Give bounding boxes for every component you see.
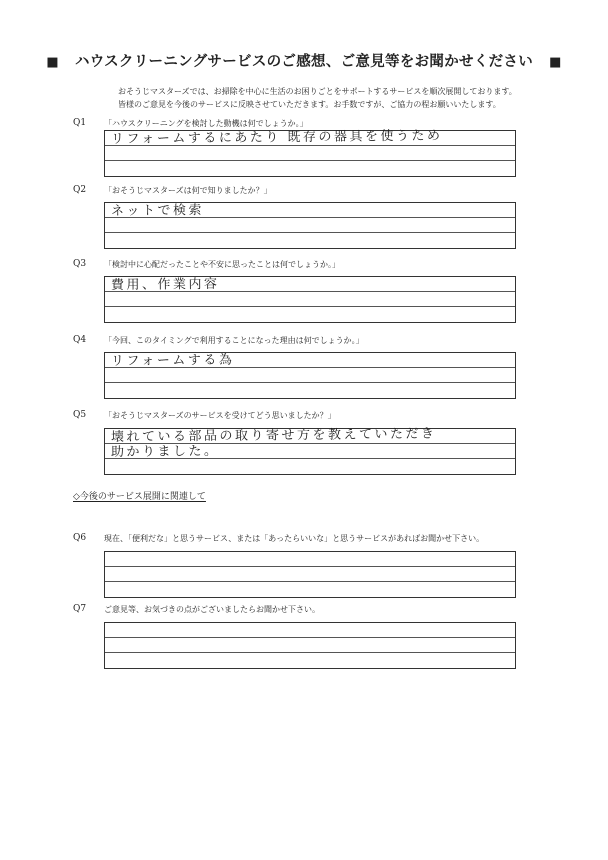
answer-line [105,292,515,307]
answer-line [105,638,515,653]
intro-line-1: おそうじマスターズでは、お掃除を中心に生活のお困りごとをサポートするサービスを順次展開しております。 [118,87,517,96]
answer-line [105,218,515,233]
q7-number: Q7 [73,604,87,614]
q1-number: Q1 [73,118,87,128]
answer-line [105,368,515,383]
q2-number: Q2 [73,185,87,195]
q1-answer-box [104,130,516,177]
title-right-square: ■ [549,55,562,70]
q3-text: 「検討中に心配だったことや不安に思ったことは何でしょうか。」 [104,260,340,269]
q4-answer-box [104,352,516,399]
q3-number: Q3 [73,259,87,269]
answer-line [105,383,515,398]
answer-line [105,552,515,567]
q4-number: Q4 [73,335,87,345]
answer-line [105,623,515,638]
intro-line-2: 皆様のご意見を今後のサービスに反映させていただきます。お手数ですが、ご協力の程お願いいたします。 [118,100,501,109]
title-left-square: ■ [46,55,59,70]
answer-line [105,353,515,368]
answer-line [105,203,515,218]
answer-line [105,161,515,176]
page-title [0,50,608,71]
q6-answer-box [104,551,516,598]
answer-line [105,582,515,597]
q5-text: 「おそうじマスターズのサービスを受けてどう思いましたか？」 [104,411,336,420]
answer-line [105,146,515,161]
answer-line [105,567,515,582]
answer-line [105,653,515,668]
answer-line [105,277,515,292]
q1-text: 「ハウスクリーニングを検討した動機は何でしょうか。」 [104,119,308,128]
q2-text: 「おそうじマスターズは何で知りましたか？」 [104,186,272,195]
q5-answer-2: 助かりました。 [110,443,220,460]
q6-number: Q6 [73,533,87,543]
q5-answer-box [104,428,516,475]
q1-answer-1: リフォームするにあたり 既存の器具を使うため [110,128,443,147]
answer-line [105,444,515,459]
q5-answer-1: 壊れている部品の取り寄せ方を教えていただき [110,426,437,445]
q2-answer-1: ネットで検索 [110,203,205,219]
q7-text: ご意見等、お気づきの点がございましたらお聞かせ下さい。 [104,605,320,614]
answer-line [105,459,515,474]
title-text: ハウスクリーニングサービスのご感想、ご意見等をお聞かせください [74,54,534,70]
q4-answer-1: リフォームする為 [110,352,235,369]
answer-line [105,233,515,248]
q3-answer-box [104,276,516,323]
q5-number: Q5 [73,410,87,420]
answer-line [105,307,515,322]
intro-text [118,85,588,111]
q7-answer-box [104,622,516,669]
q2-answer-box [104,202,516,249]
q6-text: 現在、「便利だな」と思うサービス、または「あったらいいな」と思うサービスがあればお聞かせ下さい。 [104,534,485,543]
q4-text: 「今回、このタイミングで利用することになった理由は何でしょうか。」 [104,336,364,345]
section-heading: ◇今後のサービス展開に関連して [73,492,206,502]
q3-answer-1: 費用、作業内容 [110,276,220,293]
answer-line [105,128,515,147]
